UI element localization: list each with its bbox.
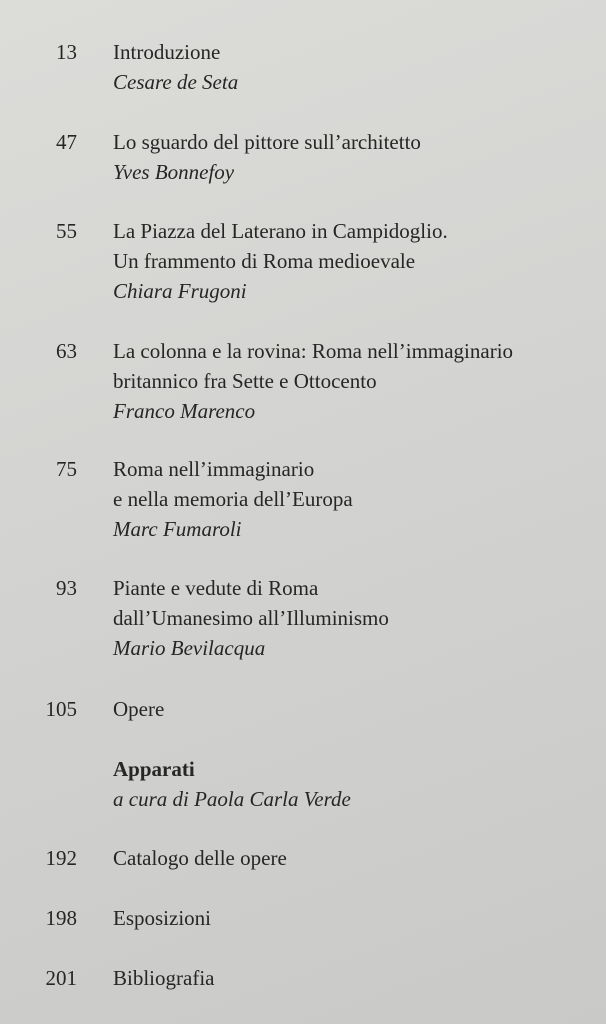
entry-text xyxy=(113,694,593,724)
entry-author: Franco Marenco xyxy=(113,399,256,423)
page-number: 105 xyxy=(45,697,77,721)
entry-author: Chiara Frugoni xyxy=(113,279,247,303)
section-heading: Apparati xyxy=(113,757,195,781)
entry-text xyxy=(113,454,593,544)
entry-text xyxy=(113,963,593,993)
page-number: 75 xyxy=(56,457,77,481)
entry-title: Esposizioni xyxy=(113,906,211,930)
entry-title: britannico fra Sette e Ottocento xyxy=(113,369,377,393)
entry-title: Un frammento di Roma medioevale xyxy=(113,249,416,273)
entry-title: Catalogo delle opere xyxy=(113,846,287,870)
entry-text xyxy=(113,903,593,933)
page-number: 198 xyxy=(45,906,77,930)
entry-title: Lo sguardo del pittore sull’architetto xyxy=(113,130,421,154)
page-number: 47 xyxy=(56,130,77,154)
entry-author: Yves Bonnefoy xyxy=(113,160,235,184)
entry-title: La colonna e la rovina: Roma nell’immaginario xyxy=(113,339,514,363)
apparati-text xyxy=(113,754,593,814)
page-number: 192 xyxy=(45,846,77,870)
entry-title: Roma nell’immaginario xyxy=(113,457,315,481)
entry-title: Bibliografia xyxy=(113,966,215,990)
entry-title: dall’Umanesimo all’Illuminismo xyxy=(113,606,389,630)
entry-author: Marc Fumaroli xyxy=(113,517,242,541)
page-number: 201 xyxy=(45,966,77,990)
page-number: 93 xyxy=(56,576,77,600)
entry-title: e nella memoria dell’Europa xyxy=(113,487,353,511)
entry-text xyxy=(113,127,593,187)
entry-text xyxy=(113,216,593,306)
entry-text xyxy=(113,37,593,97)
entry-author: Mario Bevilacqua xyxy=(113,636,266,660)
entry-text xyxy=(113,843,593,873)
entry-title: Opere xyxy=(113,697,165,721)
page-number: 13 xyxy=(56,40,77,64)
entry-author: Cesare de Seta xyxy=(113,70,239,94)
section-curator: a cura di Paola Carla Verde xyxy=(113,787,351,811)
entry-title: Piante e vedute di Roma xyxy=(113,576,319,600)
entry-title: La Piazza del Laterano in Campidoglio. xyxy=(113,219,448,243)
page-number: 55 xyxy=(56,219,77,243)
page-number: 63 xyxy=(56,339,77,363)
entry-title: Introduzione xyxy=(113,40,221,64)
entry-text xyxy=(113,573,593,663)
entry-text xyxy=(113,336,593,426)
